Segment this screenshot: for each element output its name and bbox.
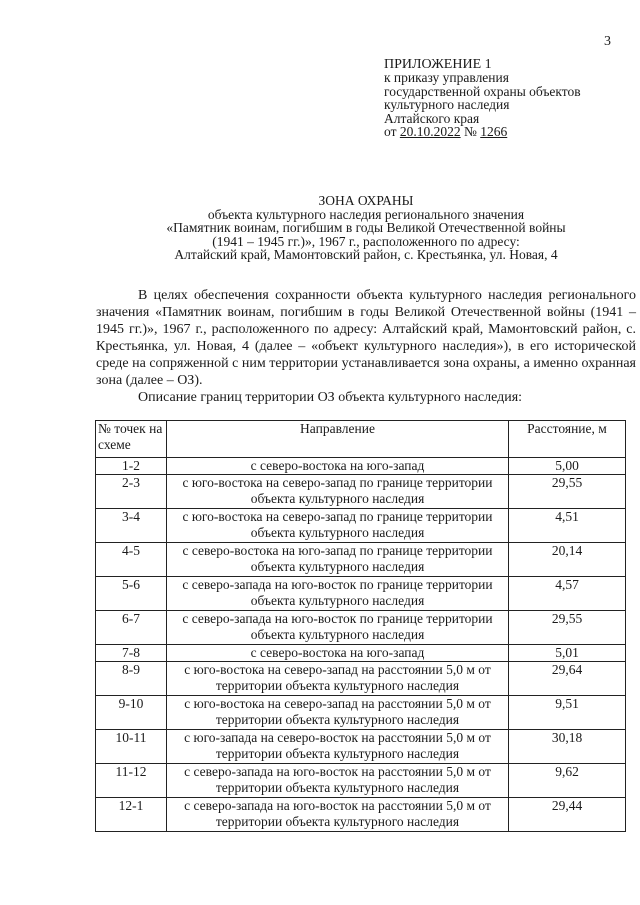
cell-points: 1-2 — [96, 458, 167, 475]
cell-points: 6-7 — [96, 611, 167, 645]
heading-line: объекта культурного наследия регионального значения — [207, 206, 525, 222]
table-row — [96, 475, 626, 509]
cell-points: 9-10 — [96, 696, 167, 730]
cell-direction: с северо-востока на юго-запад — [167, 458, 509, 475]
cell-direction: с северо-запада на юго-восток по границе территории объекта культурного наследия — [167, 611, 509, 645]
heading-line: (1941 – 1945 гг.)», 1967 г., расположенного по адресу: — [212, 233, 520, 249]
table-row — [96, 696, 626, 730]
cell-direction: с северо-запада на юго-восток на расстоянии 5,0 м от территории объекта культурного наследия — [167, 764, 509, 798]
boundary-table — [95, 420, 626, 832]
order-prefix: от — [384, 124, 397, 140]
table-header-row — [96, 421, 626, 458]
cell-direction: с северо-востока на юго-запад по границе территории объекта культурного наследия — [167, 543, 509, 577]
order-date: 20.10.2022 — [399, 124, 461, 140]
table-row — [96, 798, 626, 832]
cell-points: 11-12 — [96, 764, 167, 798]
cell-direction: с юго-запада на северо-восток на расстоянии 5,0 м от территории объекта культурного наследия — [167, 730, 509, 764]
table-row — [96, 458, 626, 475]
order-line — [384, 125, 581, 138]
cell-distance: 29,64 — [509, 662, 626, 696]
cell-direction: с юго-востока на северо-запад на расстоянии 5,0 м от территории объекта культурного наследия — [167, 696, 509, 730]
cell-distance: 4,57 — [509, 577, 626, 611]
heading-line: «Памятник воинам, погибшим в годы Великой Отечественной войны — [166, 220, 566, 236]
cell-distance: 9,62 — [509, 764, 626, 798]
header-direction: Направление — [167, 421, 509, 458]
table-row — [96, 509, 626, 543]
appendix-line: Алтайского края — [384, 110, 480, 126]
appendix-line: культурного наследия — [384, 97, 510, 113]
cell-direction: с юго-востока на северо-запад на расстоянии 5,0 м от территории объекта культурного наследия — [167, 662, 509, 696]
cell-direction: с северо-востока на юго-запад — [167, 645, 509, 662]
cell-distance: 29,55 — [509, 611, 626, 645]
cell-points: 8-9 — [96, 662, 167, 696]
body-paragraph: Описание границ территории ОЗ объекта культурного наследия: — [138, 390, 523, 405]
cell-direction: с юго-востока на северо-запад по границе территории объекта культурного наследия — [167, 509, 509, 543]
cell-points: 7-8 — [96, 645, 167, 662]
cell-direction: с юго-востока на северо-запад по границе территории объекта культурного наследия — [167, 475, 509, 509]
table-row — [96, 662, 626, 696]
header-points: № точек на схеме — [96, 421, 167, 458]
heading-title: ЗОНА ОХРАНЫ — [318, 193, 414, 208]
table-row — [96, 611, 626, 645]
cell-points: 12-1 — [96, 798, 167, 832]
body-paragraph: В целях обеспечения сохранности объекта культурного наследия регионального значения «Памятник воинам, погибшим в годы Великой Отечественной войны (1941 – 1945 гг.)», 1967 г., расположенного по адресу: Алтайский край, Мамонтовский район, с. Крестьянка, ул. Новая, 4 (далее – «объект культурного наследия»), в его исторической среде на сопряженной с ним территории устанавливается зона охраны, а именно охранная зона (далее – ОЗ). — [96, 288, 636, 388]
table-row — [96, 730, 626, 764]
cell-distance: 4,51 — [509, 509, 626, 543]
cell-points: 3-4 — [96, 509, 167, 543]
table-row — [96, 645, 626, 662]
cell-distance: 29,44 — [509, 798, 626, 832]
cell-points: 2-3 — [96, 475, 167, 509]
order-number: 1266 — [480, 124, 508, 140]
cell-points: 10-11 — [96, 730, 167, 764]
order-number-sign: № — [463, 124, 477, 140]
body-text — [96, 287, 636, 406]
appendix-title: ПРИЛОЖЕНИЕ 1 — [384, 57, 492, 72]
table-row — [96, 764, 626, 798]
cell-distance: 20,14 — [509, 543, 626, 577]
document-heading — [96, 194, 636, 262]
cell-distance: 29,55 — [509, 475, 626, 509]
cell-direction: с северо-запада на юго-восток по границе территории объекта культурного наследия — [167, 577, 509, 611]
cell-points: 5-6 — [96, 577, 167, 611]
cell-points: 4-5 — [96, 543, 167, 577]
cell-direction: с северо-запада на юго-восток на расстоянии 5,0 м от территории объекта культурного наследия — [167, 798, 509, 832]
table-row — [96, 543, 626, 577]
appendix-line: к приказу управления — [384, 70, 509, 86]
table-row — [96, 577, 626, 611]
cell-distance: 5,01 — [509, 645, 626, 662]
cell-distance: 9,51 — [509, 696, 626, 730]
appendix-line: государственной охраны объектов — [384, 83, 581, 99]
cell-distance: 30,18 — [509, 730, 626, 764]
cell-distance: 5,00 — [509, 458, 626, 475]
page-number: 3 — [604, 34, 611, 49]
heading-line: Алтайский край, Мамонтовский район, с. Крестьянка, ул. Новая, 4 — [174, 247, 558, 263]
appendix-block — [384, 58, 581, 138]
header-distance: Расстояние, м — [509, 421, 626, 458]
